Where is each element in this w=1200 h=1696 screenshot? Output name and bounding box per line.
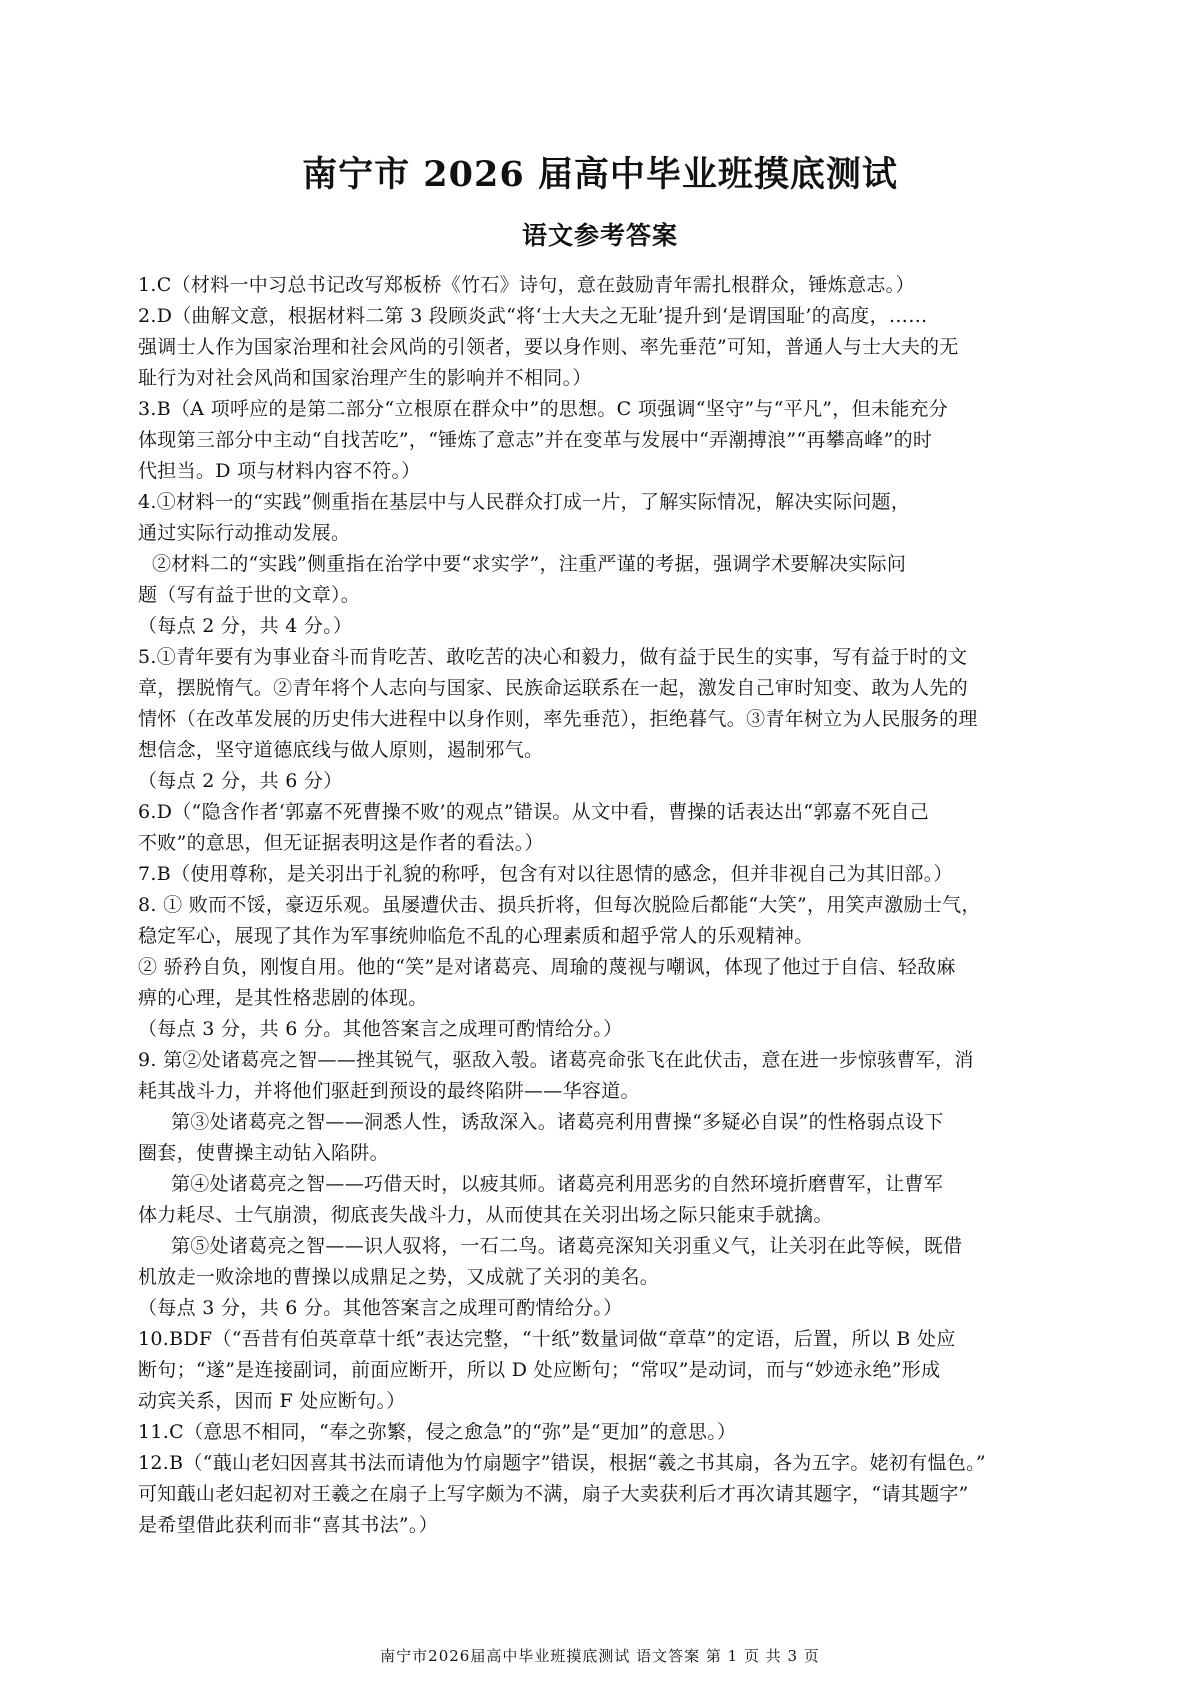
answer-line: 机放走一败涂地的曹操以成鼎足之势，又成就了关羽的美名。	[138, 1266, 660, 1288]
answer-line: 10.BDF（“吾昔有伯英章草十纸”表达完整，“十纸”数量词做“章草”的定语，后置，所以 B 处应	[138, 1328, 956, 1350]
answer-line: 耗其战斗力，并将他们驱赶到预设的最终陷阱——华容道。	[138, 1080, 640, 1102]
answer-line: 章，摆脱惰气。②青年将个人志向与国家、民族命运联系在一起，激发自己审时知变、敢为人先的	[138, 677, 968, 699]
answer-line: 痹的心理，是其性格悲剧的体现。	[138, 987, 428, 1009]
scoring-note: （每点 2 分，共 4 分。）	[138, 615, 353, 637]
answer-line: 是希望借此获利而非“喜其书法”。）	[138, 1514, 439, 1536]
answer-line: 9. 第②处诸葛亮之智——挫其锐气，驱敌入彀。诸葛亮命张飞在此伏击，意在进一步惊骇曹军，消	[138, 1049, 974, 1071]
answer-line: 第④处诸葛亮之智——巧借天时，以疲其师。诸葛亮利用恶劣的自然环境折磨曹军，让曹军	[171, 1173, 944, 1195]
answer-line: 圈套，使曹操主动钻入陷阱。	[138, 1142, 389, 1164]
answer-line: 通过实际行动推动发展。	[138, 522, 351, 544]
answer-line: 代担当。D 项与材料内容不符。）	[138, 460, 421, 482]
answer-line: 6.D（“隐含作者‘郭嘉不死曹操不败’的观点”错误。从文中看，曹操的话表达出“郭嘉不死自己	[138, 801, 930, 823]
answer-line: ②材料二的“实践”侧重指在治学中要“求实学”，注重严谨的考据，强调学术要解决实际问	[152, 553, 907, 575]
answer-line: 强调士人作为国家治理和社会风尚的引领者，要以身作则、率先垂范”可知，普通人与士大夫的无	[138, 336, 959, 358]
answer-line: 体现第三部分中主动“自找苦吃”，“锤炼了意志”并在变革与发展中“弄潮搏浪”“再攀高峰”的时	[138, 429, 933, 451]
answer-line: 3.B（A 项呼应的是第二部分“立根原在群众中”的思想。C 项强调“坚守”与“平凡”，但未能充分	[138, 398, 949, 420]
page-footer: 南宁市2026届高中毕业班摸底测试 语文答案 第 1 页 共 3 页	[380, 1647, 820, 1665]
scoring-note: （每点 3 分，共 6 分。其他答案言之成理可酌情给分。）	[138, 1297, 623, 1319]
answer-line: 4.①材料一的“实践”侧重指在基层中与人民群众打成一片，了解实际情况，解决实际问题，	[138, 491, 911, 513]
answer-line: 情怀（在改革发展的历史伟大进程中以身作则，率先垂范），拒绝暮气。③青年树立为人民服务的理	[138, 708, 978, 730]
answer-line: 动宾关系，因而 F 处应断句。）	[138, 1390, 406, 1412]
answer-line: 第③处诸葛亮之智——洞悉人性，诱敌深入。诸葛亮利用曹操“多疑必自误”的性格弱点设下	[171, 1111, 944, 1133]
answer-line: 体力耗尽、士气崩溃，彻底丧失战斗力，从而使其在关羽出场之际只能束手就擒。	[138, 1204, 833, 1226]
answer-line: 想信念，坚守道德底线与做人原则，遏制邪气。	[138, 739, 544, 761]
answer-line: 2.D（曲解文意，根据材料二第 3 段顾炎武“将‘士大夫之无耻’提升到‘是谓国耻’的高度，……	[138, 305, 928, 327]
scoring-note: （每点 3 分，共 6 分。其他答案言之成理可酌情给分。）	[138, 1018, 623, 1040]
page-subtitle: 语文参考答案	[521, 221, 678, 250]
answer-list	[138, 270, 1070, 1541]
answer-line: 第⑤处诸葛亮之智——识人驭将，一石二鸟。诸葛亮深知关羽重义气，让关羽在此等候，既借	[171, 1235, 963, 1257]
answer-line: 可知蕺山老妇起初对王羲之在扇子上写字颇为不满，扇子大卖获利后才再次请其题字，“请其题字”	[138, 1483, 969, 1505]
answer-line: 耻行为对社会风尚和国家治理产生的影响并不相同。）	[138, 367, 592, 389]
answer-line: 5.①青年要有为事业奋斗而肯吃苦、敢吃苦的决心和毅力，做有益于民生的实事，写有益于时的文	[138, 646, 968, 668]
answer-line: 12.B（“蕺山老妇因喜其书法而请他为竹扇题字”错误，根据“羲之书其扇，各为五字。姥初有愠色。”	[138, 1452, 986, 1474]
answer-line: 断句；“遂”是连接副词，前面应断开，所以 D 处应断句；“常叹”是动词，而与“妙迹永绝”形成	[138, 1359, 941, 1381]
answer-line: 11.C（意思不相同，“奉之弥繁，侵之愈急”的“弥”是“更加”的意思。）	[138, 1421, 737, 1443]
answer-line: 8. ① 败而不馁，豪迈乐观。虽屡遭伏击、损兵折将，但每次脱险后都能“大笑”，用笑声激励士气，	[138, 894, 981, 916]
scoring-note: （每点 2 分，共 6 分）	[138, 770, 343, 792]
answer-line: 1.C（材料一中习总书记改写郑板桥《竹石》诗句，意在鼓励青年需扎根群众，锤炼意志。）	[138, 274, 915, 296]
answer-line: ② 骄矜自负，刚愎自用。他的“笑”是对诸葛亮、周瑜的蔑视与嘲讽，体现了他过于自信、轻敌麻	[138, 956, 956, 978]
answer-line: 题（写有益于世的文章）。	[138, 584, 361, 606]
answer-line: 稳定军心，展现了其作为军事统帅临危不乱的心理素质和超乎常人的乐观精神。	[138, 925, 814, 947]
answer-line: 不败”的意思，但无证据表明这是作者的看法。）	[138, 832, 544, 854]
page-title: 南宁市 2026 届高中毕业班摸底测试	[302, 154, 898, 195]
answer-line: 7.B（使用尊称，是关羽出于礼貌的称呼，包含有对以往恩情的感念，但并非视自己为其旧部。）	[138, 863, 953, 885]
